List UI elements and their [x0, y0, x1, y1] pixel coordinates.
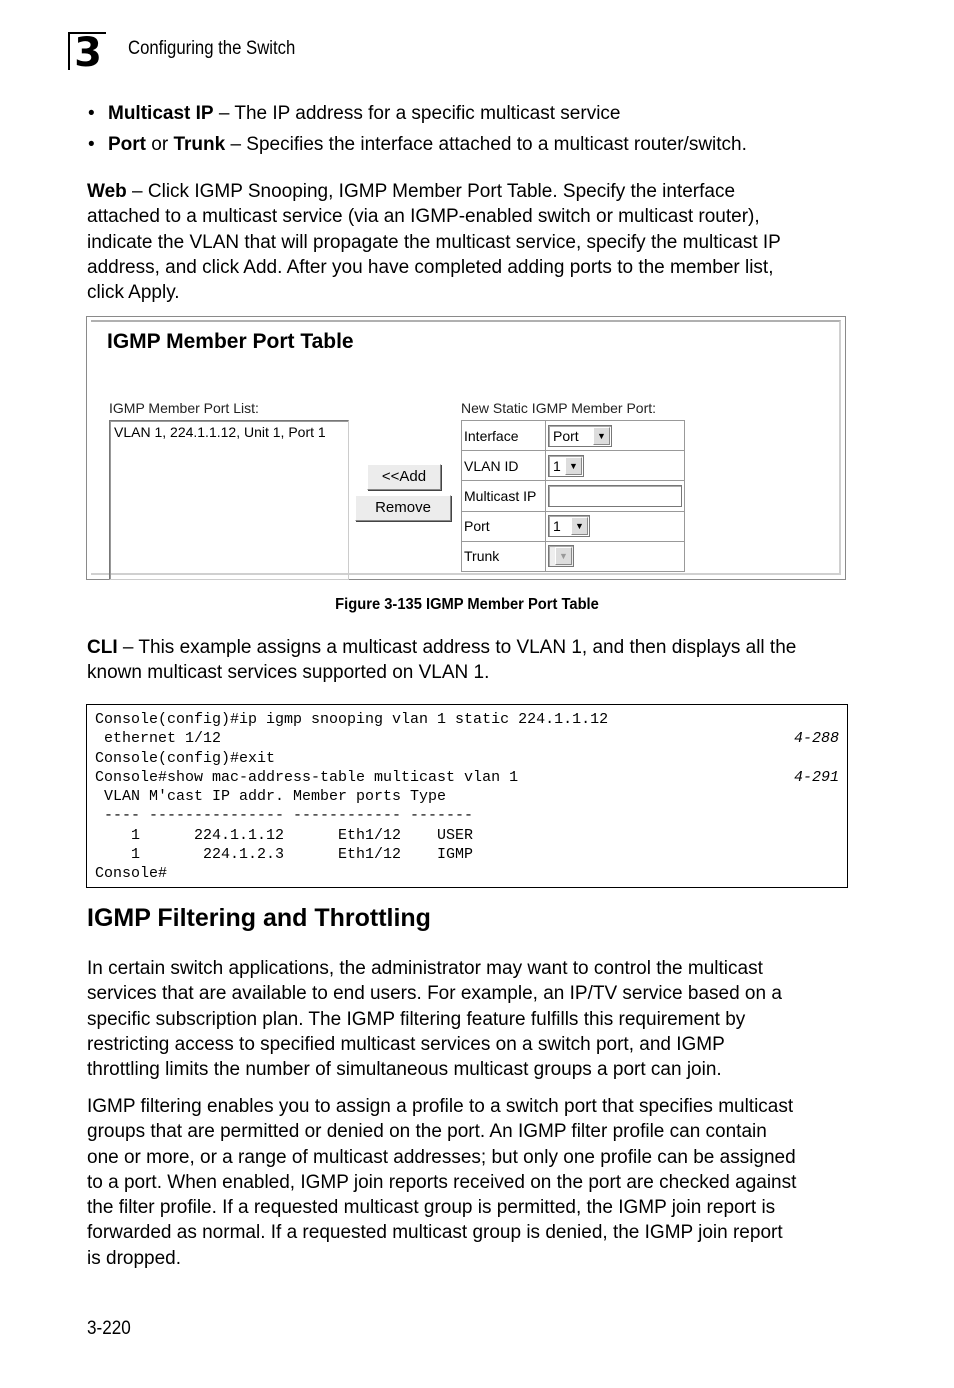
- code-line: [95, 749, 839, 768]
- filtering-intro-paragraph: [87, 956, 857, 1082]
- chevron-down-icon: ▼: [593, 427, 610, 445]
- code-line: [95, 845, 839, 864]
- code-ref: 4-288: [793, 730, 839, 748]
- trunk-select[interactable]: [548, 545, 574, 567]
- paragraph-line: specific subscription plan. The IGMP filtering feature fulfills this requirement by: [87, 1008, 746, 1030]
- member-list-label: IGMP Member Port List:: [109, 400, 259, 416]
- bullet-term: Trunk: [173, 134, 226, 155]
- code-ref: 4-291: [793, 768, 839, 786]
- paragraph-line: click Apply.: [87, 282, 180, 304]
- filtering-detail-paragraph: [87, 1094, 857, 1271]
- paragraph-line: known multicast services supported on VLAN 1.: [87, 662, 490, 684]
- new-member-label: New Static IGMP Member Port:: [461, 400, 657, 416]
- add-button[interactable]: <<Add: [367, 464, 441, 490]
- web-term: Web: [87, 181, 127, 202]
- multicast-ip-label: Multicast IP: [462, 481, 546, 511]
- bullet-term: Multicast IP: [108, 103, 214, 124]
- paragraph-line: one or more, or a range of multicast addresses; but only one profile can be assigned: [87, 1146, 796, 1168]
- section-title: IGMP Filtering and Throttling: [87, 904, 431, 932]
- port-label: Port: [462, 511, 546, 541]
- bullet-list: [88, 102, 868, 164]
- port-value: 1: [553, 518, 561, 535]
- figure-title: IGMP Member Port Table: [107, 330, 354, 353]
- code-text: 1 224.1.2.3 Eth1/12 IGMP: [95, 846, 474, 864]
- paragraph-line: attached to a multicast service (via an IGMP-enabled switch or multicast router),: [87, 206, 760, 228]
- code-text: Console(config)#ip igmp snooping vlan 1 static 224.1.1.12: [95, 711, 609, 728]
- code-line: [95, 806, 839, 825]
- remove-button[interactable]: Remove: [355, 495, 451, 521]
- code-line: [95, 864, 839, 883]
- igmp-member-port-figure: [86, 316, 846, 580]
- web-paragraph: [87, 179, 857, 305]
- code-text: Console#show mac-address-table multicast vlan 1: [95, 768, 519, 786]
- vlan-id-select[interactable]: [548, 455, 584, 477]
- paragraph-line: throttling limits the number of simultaneous multicast groups a port can join.: [87, 1059, 722, 1081]
- figure-frame: [91, 320, 841, 575]
- page-number: 3-220: [87, 1318, 131, 1339]
- bullet-term: Port: [108, 134, 146, 155]
- paragraph-line: to a port. When enabled, IGMP join reports received on the port are checked against: [87, 1171, 797, 1193]
- chevron-down-icon: ▼: [571, 517, 588, 535]
- code-text: Console(config)#exit: [95, 749, 276, 767]
- chapter-number: 3: [68, 32, 106, 70]
- paragraph-line: – This example assigns a multicast address to VLAN 1, and then displays all the: [117, 637, 797, 658]
- paragraph-line: the filter profile. If a requested multicast group is permitted, the IGMP join report is: [87, 1197, 776, 1219]
- code-text: ethernet 1/12: [95, 730, 222, 748]
- cli-code-block: [86, 704, 848, 888]
- bullet-text: – Specifies the interface attached to a multicast router/switch.: [225, 134, 747, 155]
- paragraph-line: – Click IGMP Snooping, IGMP Member Port Table. Specify the interface: [126, 181, 736, 202]
- list-item[interactable]: VLAN 1, 224.1.1.12, Unit 1, Port 1: [114, 424, 326, 440]
- code-line: [95, 826, 839, 845]
- list-item: [88, 102, 868, 133]
- code-text: ---- --------------- ------------ -------: [95, 807, 474, 825]
- paragraph-line: groups that are permitted or denied on the port. An IGMP filter profile can contain: [87, 1121, 767, 1143]
- code-text: Console#: [95, 865, 168, 883]
- code-line: [95, 729, 839, 748]
- list-item: [88, 133, 868, 164]
- chapter-title: Configuring the Switch: [128, 38, 296, 59]
- code-text: 1 224.1.1.12 Eth1/12 USER: [95, 826, 474, 844]
- paragraph-line: forwarded as normal. If a requested multicast group is denied, the IGMP join report: [87, 1222, 783, 1244]
- new-member-form: [461, 420, 685, 572]
- interface-label: Interface: [462, 421, 546, 451]
- chevron-down-icon: ▼: [555, 547, 572, 565]
- paragraph-line: In certain switch applications, the administrator may want to control the multicast: [87, 958, 763, 979]
- code-line: [95, 768, 839, 787]
- multicast-ip-input[interactable]: [548, 485, 682, 507]
- cli-term: CLI: [87, 637, 118, 658]
- port-select[interactable]: [548, 515, 590, 537]
- member-port-listbox[interactable]: [109, 420, 349, 580]
- code-line: [95, 787, 839, 806]
- paragraph-line: indicate the VLAN that will propagate the multicast service, specify the multicast IP: [87, 231, 781, 253]
- paragraph-line: restricting access to specified multicast services on a switch port, and IGMP: [87, 1033, 725, 1055]
- paragraph-line: address, and click Add. After you have completed adding ports to the member list,: [87, 256, 774, 278]
- bullet-text: – The IP address for a specific multicast service: [213, 103, 621, 124]
- bullet-connector: or: [146, 134, 174, 155]
- paragraph-line: is dropped.: [87, 1247, 182, 1269]
- code-line: [95, 710, 839, 729]
- paragraph-line: services that are available to end users. For example, an IP/TV service based on a: [87, 983, 782, 1005]
- cli-paragraph: [87, 635, 857, 686]
- figure-caption: Figure 3-135 IGMP Member Port Table: [335, 596, 599, 613]
- vlan-id-label: VLAN ID: [462, 451, 546, 481]
- trunk-label: Trunk: [462, 541, 546, 571]
- chevron-down-icon: ▼: [565, 457, 582, 475]
- interface-select[interactable]: [548, 425, 612, 447]
- interface-value: Port: [553, 427, 579, 444]
- code-text: VLAN M'cast IP addr. Member ports Type: [95, 788, 447, 806]
- paragraph-line: IGMP filtering enables you to assign a profile to a switch port that specifies multicast: [87, 1096, 794, 1117]
- vlan-id-value: 1: [553, 457, 561, 474]
